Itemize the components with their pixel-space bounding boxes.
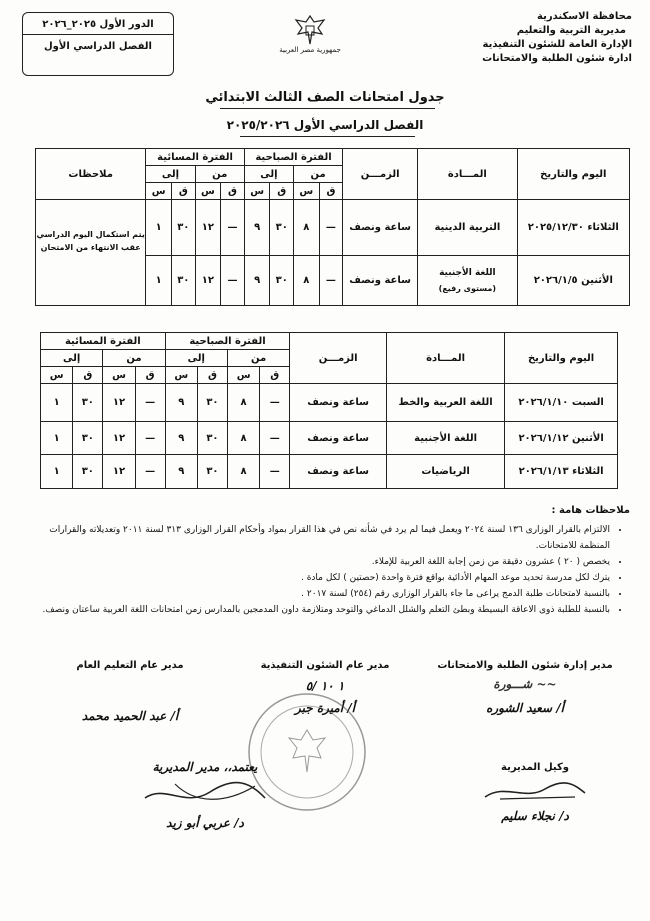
eagle-emblem-icon [290, 14, 330, 48]
cell-day: الثلاثاء ٢٠٢٥/١٢/٣٠ [517, 200, 629, 256]
signature-block-deputy [460, 762, 610, 823]
header-from: من [195, 166, 244, 183]
cell-day: الأثنين ٢٠٢٦/١/١٢ [505, 422, 618, 455]
header-s: س [244, 183, 270, 200]
signature-title: مدير عام التعليم العام [76, 660, 184, 671]
header-q: ق [260, 367, 290, 384]
note-item: • يخصص ( ٢٠ ) عشرون دقيقة من زمن إجابة اللغة العربية للإملاء. [32, 554, 610, 570]
header-q: ق [135, 367, 165, 384]
cell-subject: اللغة العربية والخط [387, 384, 505, 422]
header-to: إلى [146, 166, 195, 183]
signature-block-general-education [45, 660, 215, 723]
cell-subject: التربية الدينية [418, 200, 518, 256]
header-to: إلى [41, 350, 103, 367]
cell-e-from-s: ١٢ [195, 256, 221, 306]
header-s: س [165, 367, 197, 384]
header-q: ق [172, 183, 196, 200]
cell-e-to-s: ١ [41, 422, 73, 455]
round-box [22, 12, 174, 76]
cell-m-from-s: ٨ [293, 256, 319, 306]
signature-scrawl-icon [480, 779, 590, 805]
exam-table-2 [40, 332, 618, 489]
cell-e-to-s: ١ [146, 200, 172, 256]
cell-subject: الرياضيات [387, 455, 505, 489]
cell-e-from-q: — [135, 384, 165, 422]
page-subtitle: الفصل الدراسي الأول ٢٠٢٥/٢٠٢٦ [226, 118, 424, 132]
header-q: ق [73, 367, 103, 384]
cell-e-from-s: ١٢ [103, 384, 135, 422]
header-s: س [227, 367, 259, 384]
cell-m-from-q: — [260, 422, 290, 455]
notes-list [32, 522, 622, 618]
header-s: س [195, 183, 221, 200]
table-row [41, 422, 618, 455]
header-to: إلى [244, 166, 293, 183]
cell-m-to-s: ٩ [244, 256, 270, 306]
signature-name: د/ عربي أبو زيد [166, 816, 244, 830]
cell-day: الأثنين ٢٠٢٦/١/٥ [517, 256, 629, 306]
signature-scrawl-icon [135, 778, 275, 812]
header-morning: الفترة الصباحية [165, 333, 290, 350]
cell-subject-level: (مستوى رفيع) [438, 284, 497, 293]
header-duration: الزمـــن [290, 333, 387, 384]
handwritten-date: ١ ١٠ /٥ [305, 679, 345, 693]
header-directorate [432, 10, 632, 66]
header-day-date: اليوم والتاريخ [517, 149, 629, 200]
note-item: • بالنسبة لامتحانات طلبة الدمج يراعى ما جاء بالقرار الوزارى رقم (٢٥٤) لسنة ٢٠١٧ . [32, 586, 610, 602]
cell-subject-wrap [418, 256, 518, 306]
cell-duration: ساعة ونصف [290, 384, 387, 422]
cell-e-to-q: ٣٠ [172, 200, 196, 256]
cell-m-to-q: ٣٠ [197, 422, 227, 455]
page-title: جدول امتحانات الصف الثالث الابتدائي [205, 90, 445, 105]
cell-e-to-s: ١ [41, 455, 73, 489]
header-q: ق [197, 367, 227, 384]
directorate-line: مديرية التربية والتعليم [516, 25, 626, 36]
note-item: • الالتزام بالقرار الوزارى ١٣٦ لسنة ٢٠٢٤ ويعمل فيما لم يرد في شأنه نص في هذا القرار بمواد وأحكام القرار الوزارى ٣١٣ لسنة ٢٠١١ وتعديلاته والقرارات المنظمة للامتحانات. [32, 522, 610, 554]
cell-e-from-q: — [135, 455, 165, 489]
cell-duration: ساعة ونصف [343, 200, 418, 256]
header-from: من [293, 166, 342, 183]
header-day-date: اليوم والتاريخ [505, 333, 618, 384]
cell-notes: يتم استكمال اليوم الدراسي عقب الانتهاء من الامتحان [36, 200, 146, 306]
header-subject: المـــادة [387, 333, 505, 384]
governorate-line: محافظة الاسكندرية [537, 11, 632, 22]
cell-duration: ساعة ونصف [290, 422, 387, 455]
cell-subject: اللغة الأجنبية [387, 422, 505, 455]
cell-subject: اللغة الأجنبية [439, 268, 496, 278]
cell-m-to-q: ٣٠ [270, 200, 294, 256]
header-s: س [146, 183, 172, 200]
header-from: من [227, 350, 289, 367]
cell-e-from-q: — [135, 422, 165, 455]
signature-name: أ/ عبد الحميد محمد [81, 709, 179, 723]
header-morning: الفترة الصباحية [244, 149, 342, 166]
cell-m-from-q: — [260, 455, 290, 489]
cell-m-from-q: — [260, 384, 290, 422]
signature-block-students [420, 660, 630, 715]
header-subject: المـــادة [418, 149, 518, 200]
signature-title: وكيل المديرية [501, 762, 569, 773]
cell-e-from-s: ١٢ [103, 455, 135, 489]
cell-day: السبت ٢٠٢٦/١/١٠ [505, 384, 618, 422]
cell-m-to-q: ٣٠ [197, 455, 227, 489]
signature-title: يعتمد،، مدير المديرية [152, 760, 258, 774]
cell-e-to-q: ٣٠ [172, 256, 196, 306]
cell-e-from-s: ١٢ [195, 200, 221, 256]
header-duration: الزمـــن [343, 149, 418, 200]
signature-title: مدير إدارة شئون الطلبة والامتحانات [437, 660, 613, 671]
term-label: الفصل الدراسي الأول [23, 34, 173, 52]
cell-e-from-q: — [221, 200, 245, 256]
header-q: ق [221, 183, 245, 200]
cell-e-from-q: — [221, 256, 245, 306]
header-to: إلى [165, 350, 227, 367]
round-label: الدور الأول ٢٠٢٥_٢٠٢٦ [42, 19, 154, 30]
header-evening: الفترة المسائية [146, 149, 244, 166]
cell-m-to-s: ٩ [165, 422, 197, 455]
notes-heading: ملاحظات هامة : [551, 505, 630, 516]
cell-e-to-s: ١ [146, 256, 172, 306]
cell-e-to-q: ٣٠ [73, 422, 103, 455]
header-evening: الفترة المسائية [41, 333, 166, 350]
cell-m-from-s: ٨ [227, 455, 259, 489]
note-item: • بالنسبة للطلبة ذوى الاعاقة البسيطة وبطئ التعلم والشلل الدماغي والتوحد ومتلازمة داون المدمجين بالمدارس زمن امتحانات اللغة العربية ساعتان ونصف. [32, 602, 610, 618]
department-line: ادارة شئون الطلبة والامتحانات [482, 53, 632, 64]
cell-m-to-q: ٣٠ [197, 384, 227, 422]
signature-name: أ/ سعيد الشوره [486, 701, 564, 715]
cell-day: الثلاثاء ٢٠٢٦/١/١٣ [505, 455, 618, 489]
signature-block-director [120, 760, 290, 830]
signature-name: أ/ أميرة جبر [294, 701, 356, 715]
cell-m-to-s: ٩ [165, 455, 197, 489]
cell-m-from-q: — [319, 256, 343, 306]
cell-m-from-s: ٨ [293, 200, 319, 256]
cell-m-to-s: ٩ [244, 200, 270, 256]
header-from: من [103, 350, 165, 367]
cell-m-from-s: ٨ [227, 384, 259, 422]
cell-e-to-q: ٣٠ [73, 384, 103, 422]
title-underline [220, 108, 435, 109]
signature-name: د/ نجلاء سليم [501, 809, 569, 823]
general-admin-line: الإدارة العامة للشئون التنفيذية [482, 39, 632, 50]
table-row [41, 384, 618, 422]
header-q: ق [270, 183, 294, 200]
cell-duration: ساعة ونصف [343, 256, 418, 306]
cell-e-from-s: ١٢ [103, 422, 135, 455]
cell-m-from-q: — [319, 200, 343, 256]
table-row [41, 455, 618, 489]
table-row [36, 200, 630, 256]
cell-m-to-q: ٣٠ [270, 256, 294, 306]
header-q: ق [319, 183, 343, 200]
header-s: س [103, 367, 135, 384]
signature-scrawl: ~~ شـــورة [493, 677, 557, 691]
cell-e-to-q: ٣٠ [73, 455, 103, 489]
header-s: س [293, 183, 319, 200]
exam-table-1 [35, 148, 630, 306]
header-s: س [41, 367, 73, 384]
cell-e-to-s: ١ [41, 384, 73, 422]
subtitle-underline [240, 136, 415, 137]
cell-duration: ساعة ونصف [290, 455, 387, 489]
header-notes: ملاحظات [36, 149, 146, 200]
emblem-caption: جمهورية مصر العربية [279, 46, 341, 54]
note-item: • يترك لكل مدرسة تحديد موعد المهام الأدائية بواقع فترة واحدة (حصتين ) لكل مادة . [32, 570, 610, 586]
cell-m-from-s: ٨ [227, 422, 259, 455]
signature-title: مدير عام الشئون التنفيذية [260, 660, 390, 671]
cell-m-to-s: ٩ [165, 384, 197, 422]
